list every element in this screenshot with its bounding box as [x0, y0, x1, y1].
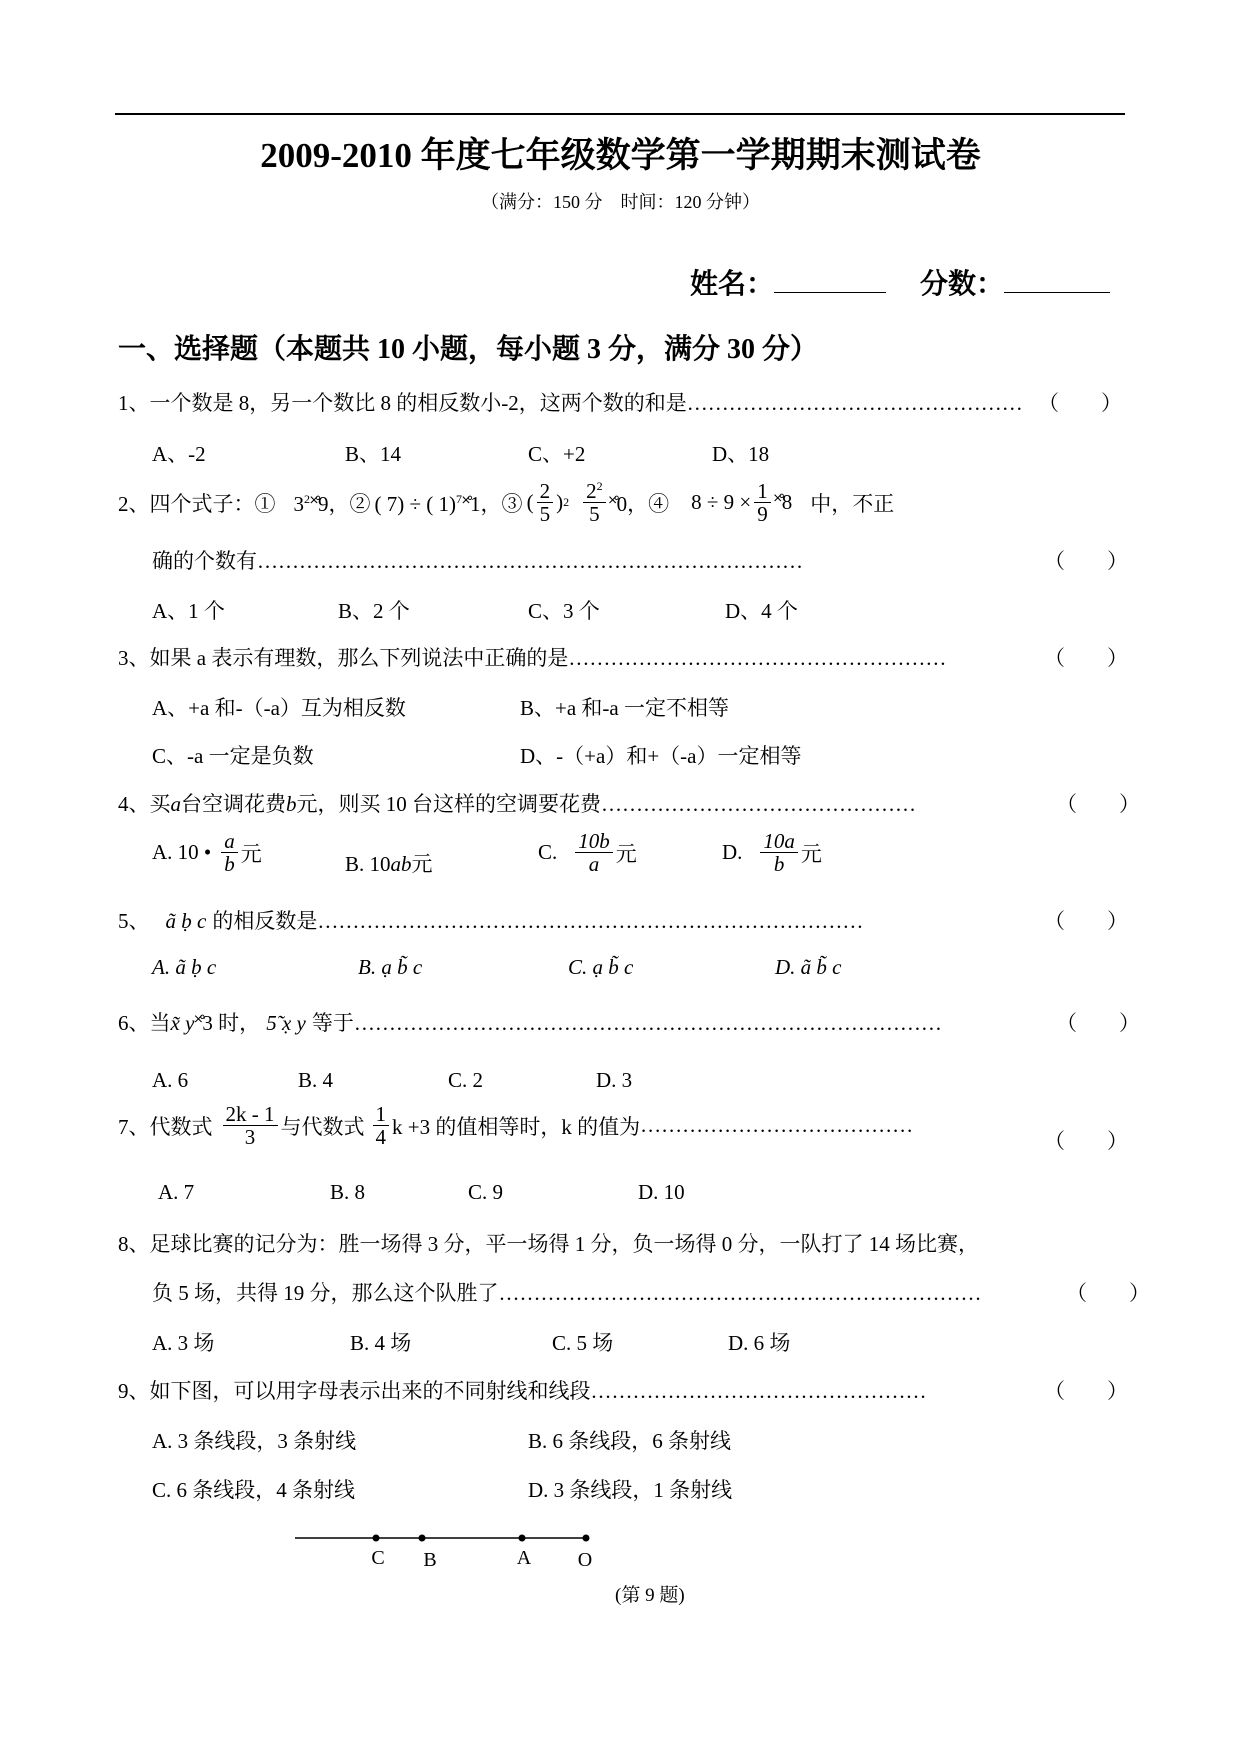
figure-caption: (第 9 题): [615, 1585, 685, 1606]
option-d: D. 3: [596, 1068, 633, 1092]
option-b: B、2 个: [338, 599, 410, 623]
option-a: A. 6: [152, 1068, 189, 1092]
option-d: D. $\frac{10a}{b}$ 元: [722, 829, 822, 877]
name-label: 姓名：: [690, 269, 775, 300]
answer-paren[interactable]: （ ）: [1044, 1129, 1128, 1153]
label-c: C: [371, 1547, 385, 1569]
leader-dots: …………………………………………: [686, 391, 1023, 415]
math-expression: ã ḅ c: [165, 909, 207, 933]
option-c: C. 6 条线段，4 条射线: [152, 1478, 356, 1502]
exam-title: 2009-2010 年度七年级数学第一学期期末测试卷: [260, 136, 981, 175]
option-b: B. 6 条线段，6 条射线: [528, 1429, 732, 1453]
question-stem: 2、四个式子：①: [118, 491, 276, 516]
exam-subtitle: （满分：150 分 时间：120 分钟）: [481, 192, 760, 212]
question-3: 3、如果 a 表示有理数，那么下列说法中正确的是………………………………………………: [118, 646, 947, 670]
leader-dots: ………………………………………………: [568, 646, 947, 670]
option-a: A、1 个: [152, 599, 225, 623]
question-9: 9、如下图，可以用字母表示出来的不同射线和线段…………………………………………: [118, 1379, 927, 1403]
answer-paren[interactable]: （ ）: [1044, 646, 1128, 670]
leader-dots: ……………………………………………………………………: [257, 549, 803, 573]
question-stem: 1、一个数是 8，另一个数比 8 的相反数小-2，这两个数的和是: [118, 391, 687, 415]
option-c: C. 2: [448, 1068, 484, 1092]
option-a: A. ã ḅ c: [152, 955, 217, 979]
option-b: B. 8: [330, 1180, 366, 1204]
question-2: [118, 480, 894, 525]
option-b: B、+a 和-a 一定不相等: [520, 696, 729, 720]
section-title: 一、选择题（本题共 10 小题，每小题 3 分，满分 30 分）: [118, 334, 819, 365]
leader-dots: …………………………………………: [590, 1379, 927, 1403]
option-a: A. 3 条线段，3 条射线: [152, 1429, 357, 1453]
option-b: B. 4 场: [350, 1331, 412, 1355]
option-c: C、3 个: [528, 599, 600, 623]
leader-dots: ………………………………………: [601, 792, 916, 816]
question-4: 4、买a台空调花费b元，则买 10 台这样的空调要花费………………………………………: [118, 792, 916, 816]
option-d: D、18: [712, 442, 770, 466]
option-a: A、+a 和-（-a）互为相反数: [152, 696, 406, 720]
question-5: 5、 ã ḅ c 的相反数是……………………………………………………………………: [118, 909, 864, 933]
expr-4: 8 ÷ 9 × $\frac{1}{9}$ ˟̊8: [691, 479, 793, 527]
option-d: D. 10: [638, 1180, 685, 1204]
option-a: A. 3 场: [152, 1331, 215, 1355]
point-c: [373, 1535, 380, 1542]
point-o: [583, 1535, 590, 1542]
label-o: O: [577, 1549, 593, 1571]
top-rule: [115, 113, 1125, 115]
option-d: D. 3 条线段，1 条射线: [528, 1478, 733, 1502]
question-8: 8、足球比赛的记分为：胜一场得 3 分，平一场得 1 分，负一场得 0 分，一队打了 14 场比赛，: [118, 1232, 979, 1256]
option-c: C、+2: [528, 442, 586, 466]
question-1: [118, 387, 1023, 417]
option-d: D、-（+a）和+（-a）一定相等: [520, 744, 802, 768]
option-b: B、14: [345, 442, 402, 466]
leader-dots: ……………………………………………………………: [498, 1281, 982, 1305]
option-b: B. 4: [298, 1068, 334, 1092]
question-7: 7、代数式 $\frac{2k - 1}{3}$ 与代数式 $\frac{1}{4}$ k +3 的值相等时，k 的值为 …………………………………: [118, 1102, 914, 1150]
answer-paren[interactable]: （ ）: [1066, 1281, 1150, 1305]
option-d: D、4 个: [725, 599, 798, 623]
score-blank[interactable]: [1004, 266, 1110, 293]
name-field: [690, 262, 886, 302]
score-field: [920, 262, 1110, 302]
option-c: C、-a 一定是负数: [152, 744, 314, 768]
expr-3: ( $\frac{2}{5}$ ) 2 $\frac{2^2}{5}$ ˟̊0，④: [526, 479, 670, 527]
leader-dots: …………………………………………………………………………: [353, 1011, 942, 1035]
question-6: 6、当x̃ y˟̊3 时， 5̃ x̣ y 等于…………………………………………………………………………: [118, 1011, 942, 1035]
point-a: [519, 1535, 526, 1542]
answer-paren[interactable]: （ ）: [1044, 909, 1128, 933]
option-c: C. 5 场: [552, 1331, 614, 1355]
option-a: A. 7: [158, 1180, 195, 1204]
question-stem-end: 中，不正: [810, 491, 895, 516]
option-a: A、-2: [152, 442, 206, 466]
option-c: C. $\frac{10b}{a}$ 元: [538, 829, 637, 877]
answer-paren[interactable]: （ ）: [1056, 1011, 1140, 1035]
option-c: C. 9: [468, 1180, 504, 1204]
option-d: D. 6 场: [728, 1331, 791, 1355]
question-8-line2: 负 5 场，共得 19 分，那么这个队胜了……………………………………………………………: [152, 1281, 982, 1305]
point-b: [419, 1535, 426, 1542]
ray-figure: [290, 1525, 610, 1575]
option-b: B. 10ab元: [345, 852, 433, 876]
question-2-line2: 确的个数有……………………………………………………………………: [152, 549, 803, 573]
option-a: A. 10 • $\frac{a}{b}$ 元: [152, 829, 262, 877]
label-b: B: [423, 1549, 437, 1571]
option-d: D. ã b̃ c: [775, 955, 842, 979]
answer-paren[interactable]: （ ）: [1038, 391, 1122, 415]
name-blank[interactable]: [774, 266, 886, 293]
score-label: 分数：: [920, 269, 1005, 300]
leader-dots: …………………………………: [640, 1113, 914, 1138]
expr-2: ( 7) ÷ ( 1)$^7$˟̊1，③: [374, 491, 523, 516]
label-a: A: [516, 1547, 532, 1569]
answer-paren[interactable]: （ ）: [1044, 549, 1128, 573]
leader-dots: ……………………………………………………………………: [317, 909, 864, 933]
option-b: B. ạ b̃ c: [358, 955, 423, 979]
answer-paren[interactable]: （ ）: [1056, 792, 1140, 816]
expr-1: $3^2˟̊9$，②: [293, 491, 371, 516]
option-c: C. ạ b̃ c: [568, 955, 634, 979]
answer-paren[interactable]: （ ）: [1044, 1379, 1128, 1403]
